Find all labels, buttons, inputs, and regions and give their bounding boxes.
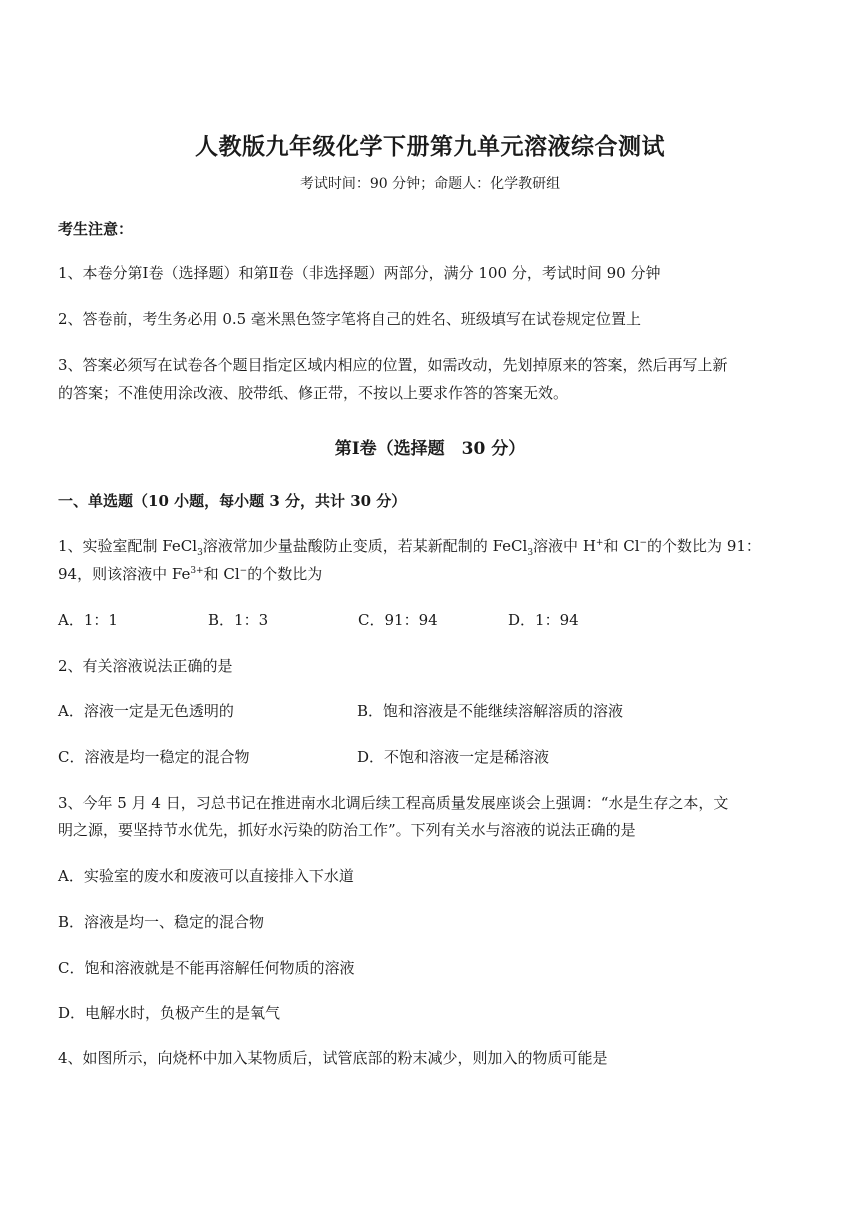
- q1-option-d[interactable]: D．1：94: [508, 611, 579, 629]
- question-3-stem-line-1: 3、今年 5 月 4 日，习总书记在推进南水北调后续工程高质量发展座谈会上强调：“水是生存之本，文: [58, 794, 729, 812]
- q1-text-b: 溶液常加少量盐酸防止变质，若某新配制的 FeCl: [202, 537, 528, 555]
- q2-option-b[interactable]: B．饱和溶液是不能继续溶解溶质的溶液: [357, 702, 624, 720]
- q3-option-c[interactable]: C．饱和溶液就是不能再溶解任何物质的溶液: [58, 959, 355, 977]
- notice-heading: 考生注意：: [58, 220, 134, 238]
- page-title: 人教版九年级化学下册第九单元溶液综合测试: [195, 133, 665, 160]
- q1-text-a: 1、实验室配制 FeCl: [58, 537, 198, 555]
- q1-option-b[interactable]: B．1：3: [208, 611, 269, 629]
- part-heading: 一、单选题（10 小题，每小题 3 分，共计 30 分）: [58, 492, 407, 510]
- q1-subscript-b: 3: [527, 548, 534, 558]
- q1-superscript-c: +: [595, 538, 604, 548]
- question-4-stem: 4、如图所示，向烧杯中加入某物质后，试管底部的粉末减少，则加入的物质可能是: [58, 1049, 608, 1067]
- section-title: 第Ⅰ卷（选择题 30 分）: [334, 439, 526, 459]
- q1-line2-superscript-2: −: [239, 566, 248, 576]
- exam-info: 考试时间：90 分钟；命题人：化学教研组: [299, 176, 561, 192]
- q1-option-c[interactable]: C．91：94: [358, 611, 438, 629]
- question-3-stem-line-2: 明之源，要坚持节水优先，抓好水污染的防治工作”。下列有关水与溶液的说法正确的是: [58, 821, 636, 839]
- question-1-stem-line-1: [58, 535, 761, 556]
- notice-item-3-line-1: 3、答案必须写在试卷各个题目指定区域内相应的位置，如需改动，先划掉原来的答案，然后再写上新: [58, 356, 728, 374]
- q1-line2-text-a: 94，则该溶液中 Fe: [58, 565, 191, 583]
- q1-line2-text-b: 和 Cl: [203, 565, 240, 583]
- q1-superscript-d: −: [639, 538, 648, 548]
- q1-text-e: 的个数比为 91：: [647, 537, 761, 555]
- q2-option-c[interactable]: C．溶液是均一稳定的混合物: [58, 748, 250, 766]
- q2-option-a[interactable]: A．溶液一定是无色透明的: [58, 702, 234, 720]
- q1-text-d: 和 Cl: [603, 537, 640, 555]
- notice-item-1: 1、本卷分第Ⅰ卷（选择题）和第Ⅱ卷（非选择题）两部分，满分 100 分，考试时间 90 分钟: [58, 264, 661, 282]
- q2-option-d[interactable]: D．不饱和溶液一定是稀溶液: [357, 748, 550, 766]
- notice-item-2: 2、答卷前，考生务必用 0.5 毫米黑色签字笔将自己的姓名、班级填写在试卷规定位置上: [58, 310, 641, 328]
- q3-option-d[interactable]: D．电解水时，负极产生的是氧气: [58, 1004, 281, 1022]
- q3-option-a[interactable]: A．实验室的废水和废液可以直接排入下水道: [58, 867, 354, 885]
- question-1-stem-line-2: [58, 563, 322, 584]
- q1-text-c: 溶液中 H: [533, 537, 596, 555]
- notice-item-3-line-2: 的答案；不准使用涂改液、胶带纸、修正带，不按以上要求作答的答案无效。: [58, 384, 569, 402]
- q1-line2-superscript-1: 3+: [190, 566, 204, 576]
- question-2-stem: 2、有关溶液说法正确的是: [58, 657, 233, 675]
- q3-option-b[interactable]: B．溶液是均一、稳定的混合物: [58, 913, 265, 931]
- q1-option-a[interactable]: A．1：1: [58, 611, 118, 629]
- q1-line2-text-c: 的个数比为: [247, 565, 323, 583]
- q1-subscript-a: 3: [197, 548, 203, 558]
